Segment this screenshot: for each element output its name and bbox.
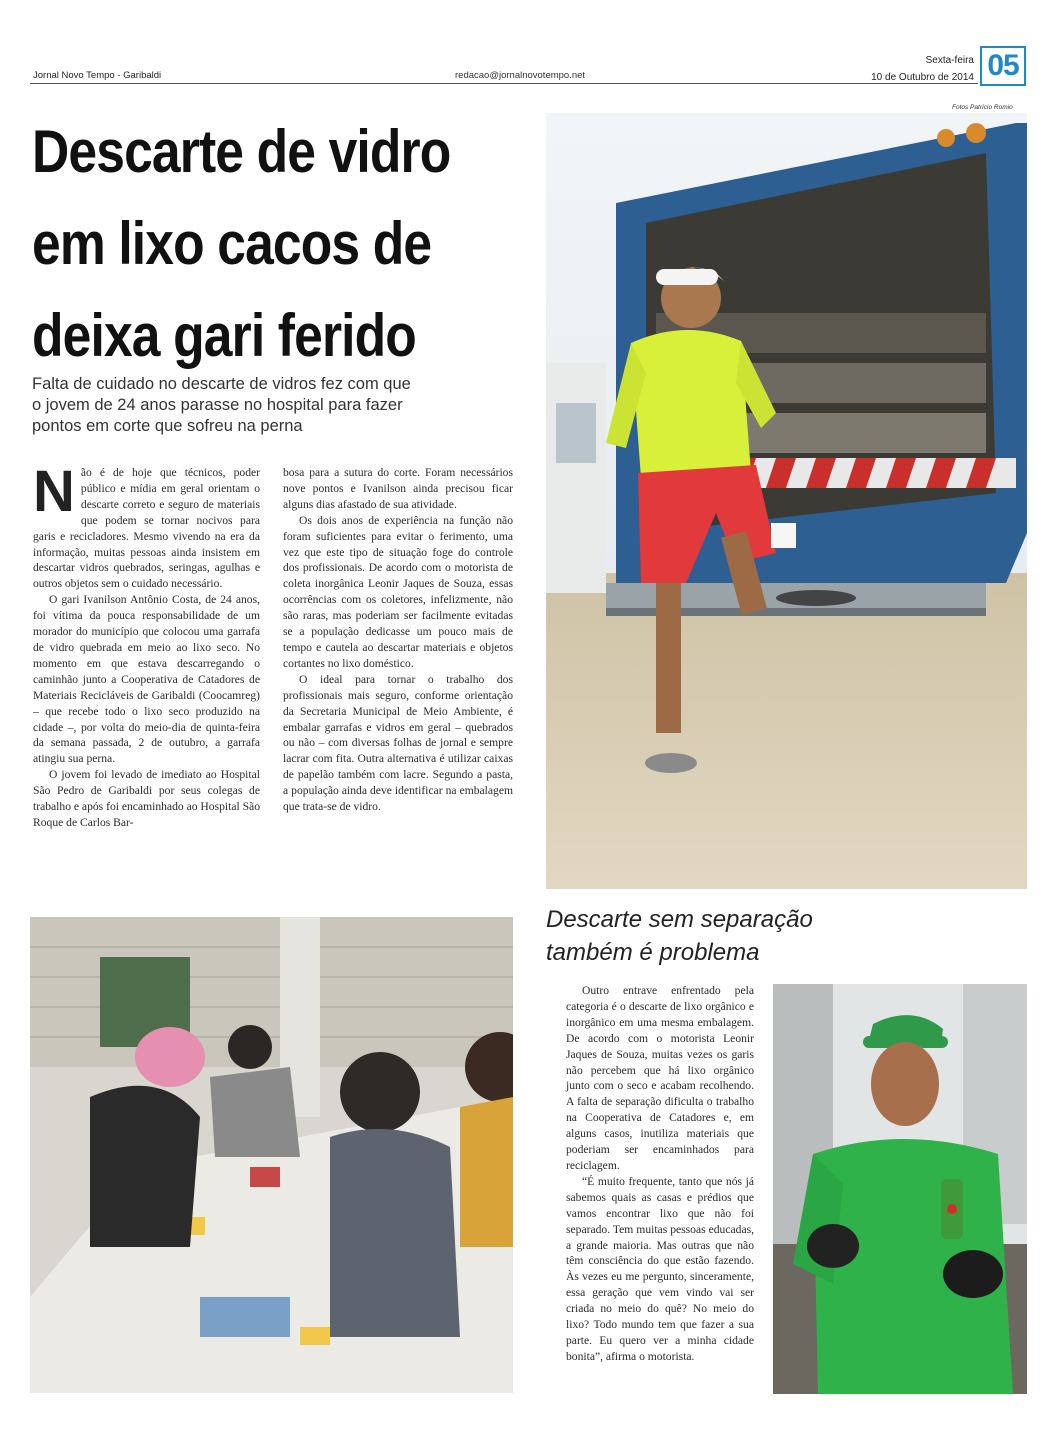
paragraph: Os dois anos de experiência na função não foram suficientes para evitar o ferimento, uma vez que este tipo de situação foge do controle dos profissionais. De acordo com o motorista de coleta inorgânica Leonir Jaques de Souza, essas ocorrências com os coletores, infelizmente, não são raras, mas poderiam ser facilmente evitadas se a população dedicasse um pouco mais de tempo e cautela ao descartar materiais e objetos cortantes no lixo doméstico. bbox=[283, 513, 513, 670]
headline-line: em lixo cacos de bbox=[32, 210, 432, 277]
headline-line: deixa gari ferido bbox=[32, 302, 416, 369]
headline bbox=[32, 106, 462, 382]
paragraph: O gari Ivanilson Antônio Costa, de 24 anos, foi vítima da pouca responsabilidade de um morador do município que colocou uma garrafa de vidro quebrada em meio ao lixo seco. No momento em que estava descarregando o caminhão junto a Cooperativa de Catadores de Materiais Recicláveis de Garibaldi (Coocamreg) – que recebe todo o lixo seco produzido na cidade –, por volta do meio-dia de quinta-feira da semana passada, 2 de outubro, a garrafa atingiu sua perna. bbox=[33, 593, 260, 766]
contact-email[interactable]: redacao@jornalnovotempo.net bbox=[455, 70, 586, 81]
section-subhead: Descarte sem separação também é problema bbox=[546, 906, 813, 966]
article-column-3 bbox=[566, 983, 754, 1365]
issue-date: 10 de Outubro de 2014 bbox=[871, 72, 974, 83]
weekday: Sexta-feira bbox=[925, 55, 974, 66]
paragraph: Não é de hoje que técnicos, poder público e mídia em geral orientam o descarte correto e seguro de materiais que podem se tornar nocivos para garis e recicladores. Mesmo vivendo na era da informação, muitas pessoas ainda insistem em descartar vidros quebrados, seringas, agulhas e outros objetos sem o cuidado necessário. bbox=[33, 459, 260, 591]
paragraph: “É muito frequente, tanto que nós já sabemos quais as casas e prédios que vamos encontrar lixo que não foi separado. Tem muitas pessoas educadas, a grande maioria. Mas outras que não têm consciência do que estão fazendo. Às vezes eu me pergunto, sinceramente, essa geração que vem vindo vai ser criada no meio do quê? No meio do lixo? Todo mundo tem que fazer a sua parte. Eu quero ver a minha cidade bonita”, afirma o motorista. bbox=[566, 1174, 754, 1363]
photo-recycling-cooperative bbox=[30, 917, 513, 1393]
paragraph: Outro entrave enfrentado pela categoria é o descarte de lixo orgânico e inorgânico em uma mesma embalagem. De acordo com o motorista Leonir Jaques de Souza, muitas vezes os garis não percebem que há lixo orgânico junto com o seco e acabam recolhendo. A falta de separação dificulta o trabalho na Cooperativa de Catadores e, em alguns casos, inutiliza materiais que poderiam ser encaminhados para reciclagem. bbox=[566, 984, 754, 1172]
paragraph: bosa para a sutura do corte. Foram necessários nove pontos e Ivanilson ainda precisou ficar alguns dias afastado de sua atividade. bbox=[283, 466, 513, 511]
publication-name: Jornal Novo Tempo - Garibaldi bbox=[33, 70, 162, 81]
dropcap: N bbox=[33, 459, 75, 524]
headline-line: Descarte de vidro bbox=[32, 118, 451, 185]
issue-date-block bbox=[871, 52, 974, 86]
paragraph: O jovem foi levado de imediato ao Hospital São Pedro de Garibaldi por seus colegas de trabalho e após foi encaminhado ao Hospital São Roque de Carlos Bar- bbox=[33, 768, 260, 829]
page-number: 05 bbox=[980, 46, 1026, 86]
deck-subtitle: Falta de cuidado no descarte de vidros fez com que o jovem de 24 anos parasse no hospital para fazer pontos em corte que sofreu na perna bbox=[32, 375, 411, 435]
photo-credit: Fotos Patrício Romio bbox=[952, 104, 1013, 111]
article-column-2 bbox=[283, 465, 513, 815]
header-rule bbox=[30, 83, 978, 84]
article-column-1 bbox=[33, 459, 260, 831]
photo-worker-truck bbox=[546, 113, 1027, 889]
photo-driver-bottle bbox=[773, 984, 1027, 1394]
paragraph: O ideal para tornar o trabalho dos profissionais mais seguro, conforme orientação da Secretaria Municipal de Meio Ambiente, é embalar garrafas e vidros em geral – quebrados ou não – com diversas folhas de jornal e sempre lacrar com fita. Outra alternativa é utilizar caixas de papelão também com lacre. Segundo a pasta, a população ainda deve identificar na embalagem que trata-se de vidro. bbox=[283, 672, 513, 814]
